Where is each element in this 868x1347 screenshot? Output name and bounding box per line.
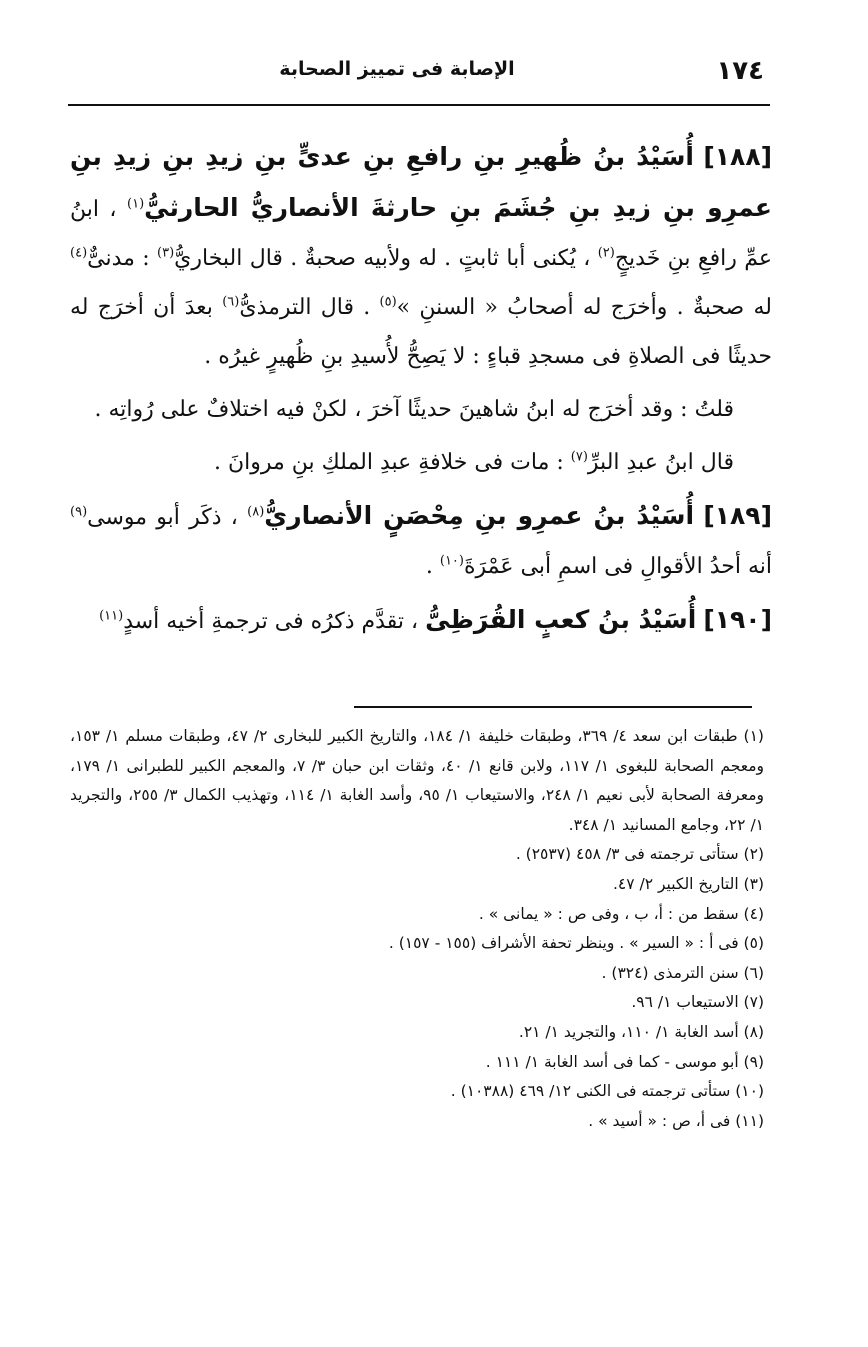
page-header [70, 52, 764, 96]
footnote-ref: (١) [127, 196, 145, 212]
footnote-ref: (٤) [70, 245, 88, 261]
footnote-ref: (٧) [570, 449, 588, 465]
footnote-ref: (٨) [247, 504, 265, 520]
footnote-9: (٩) أبو موسى - كما فى أسد الغابة ١/ ١١١ . [485, 1052, 764, 1071]
running-title: الإصابة فى تمييز الصحابة [279, 58, 515, 80]
footnote-3: (٣) التاريخ الكبير ٢/ ٤٧. [612, 874, 764, 893]
entry-text: أنه أحدُ الأقوالِ فى اسمِ أبى عَمْرَةَ [463, 554, 772, 579]
footnote-ref: (١٠) [439, 553, 464, 569]
footnote-ref: (١١) [99, 608, 124, 624]
entry-text: : مدنىٌّ [87, 246, 150, 271]
footnote-4: (٤) سقط من : أ، ب ، وفى ص : « يمانى » . [478, 904, 764, 923]
header-rule [68, 104, 770, 106]
entry-name: أُسَيْدُ بنُ عمرِو بنِ مِحْصَنٍ الأنصاريُّ [264, 501, 695, 530]
entry-text: ، يُكنى أبا ثابتٍ . له ولأبيه صحبةٌ . قال البخاريُّ [174, 246, 591, 271]
paragraph-text: قال ابنُ عبدِ البرِّ [587, 450, 734, 475]
entry-name: أُسَيْدُ بنُ ظُهيرِ بنِ رافعِ بنِ عدىٍّ بنِ زيدِ بنِ زيدِ بنِ عمرِو بنِ زيدِ بنِ جُشَمَ بنِ حارثةَ الأنصاريُّ الحارثيُّ [70, 142, 773, 222]
entry-number: [١٨٩] [703, 501, 772, 530]
footnotes [70, 722, 764, 1136]
footnote-ref: (٦) [222, 294, 240, 310]
footnote-ref: (٣) [157, 245, 175, 261]
entry-188 [70, 132, 772, 381]
entry-text: . [425, 554, 433, 579]
death-paragraph [70, 438, 772, 487]
footnote-5: (٥) فى أ : « السير » . وينظر تحفة الأشراف (١٥٥ - ١٥٧) . [388, 934, 764, 953]
footnote-2: (٢) ستأتى ترجمته فى ٣/ ٤٥٨ (٢٥٣٧) . [515, 845, 764, 864]
footnote-10: (١٠) ستأتى ترجمته فى الكنى ١٢/ ٤٦٩ (١٠٣٨٨) . [450, 1082, 764, 1101]
footnote-rule [354, 706, 752, 708]
footnote-ref: (٢) [597, 245, 615, 261]
entry-text: له صحبةٌ . وأخرَج له أصحابُ « السننِ » [396, 295, 772, 320]
note-paragraph: قلتُ : وقد أخرَج له ابنُ شاهينَ حديثًا آخرَ ، لكنْ فيه اختلافٌ على رُواتِه . [94, 397, 734, 422]
footnote-1: (١) طبقات ابن سعد ٤/ ٣٦٩، وطبقات خليفة ١/ ١٨٤، والتاريخ الكبير للبخارى ٢/ ٤٧، وطبقات مسلم ١/ ١٥٣، ومعجم الصحابة للبغوى ١/ ١١٧، ولابن قانع ١/ ٤٠، وثقات ابن حبان ٣/ ٧، والمعجم الكبير للطبرانى ١/ ١٧٩، ومعرفة الصحابة لأبى نعيم ١/ ٢٤٨، والاستيعاب ١/ ٩٥، وأسد الغابة ١/ ١١٤، وتهذيب الكمال ٣/ ٢٥٥، والتجريد ١/ ٢٢، وجامع المسانيد ١/ ٣٤٨. [70, 727, 765, 834]
footnote-ref: (٥) [379, 294, 397, 310]
entry-text: بعدَ أن أخرَج له حديثًا فى الصلاةِ فى مسجدِ قباءٍ : لا يَصِحُّ لأُسيدِ بنِ ظُهيرٍ غيرُه . [70, 295, 772, 369]
entry-text: . قال الترمذىُّ [239, 295, 371, 320]
entry-number: [١٨٨] [703, 142, 773, 171]
footnote-11: (١١) فى أ، ص : « أسيد » . [588, 1111, 764, 1130]
footnote-7: (٧) الاستيعاب ١/ ٩٦. [631, 993, 764, 1012]
entry-name: أُسَيْدُ بنُ كعبٍ القُرَظِىُّ [425, 605, 697, 634]
entry-text: ، تقدَّم ذكرُه فى ترجمةِ أخيه أسدٍ [123, 609, 419, 634]
entry-number: [١٩٠] [703, 605, 772, 634]
entry-189 [70, 491, 772, 591]
entry-190 [70, 595, 772, 646]
page-number: ١٧٤ [716, 56, 764, 86]
entry-text: ، ذكَر أبو موسى [87, 505, 238, 530]
main-text [70, 132, 772, 650]
footnote-8: (٨) أسد الغابة ١/ ١١٠، والتجريد ١/ ٢١. [518, 1022, 764, 1041]
footnote-ref: (٩) [70, 504, 88, 520]
footnote-6: (٦) سنن الترمذى (٣٢٤) . [601, 963, 764, 982]
paragraph-text: : مات فى خلافةِ عبدِ الملكِ بنِ مروانَ . [213, 450, 564, 475]
entry-text: ، ابنُ عمِّ رافعِ بنِ خَديجٍ [70, 197, 772, 271]
